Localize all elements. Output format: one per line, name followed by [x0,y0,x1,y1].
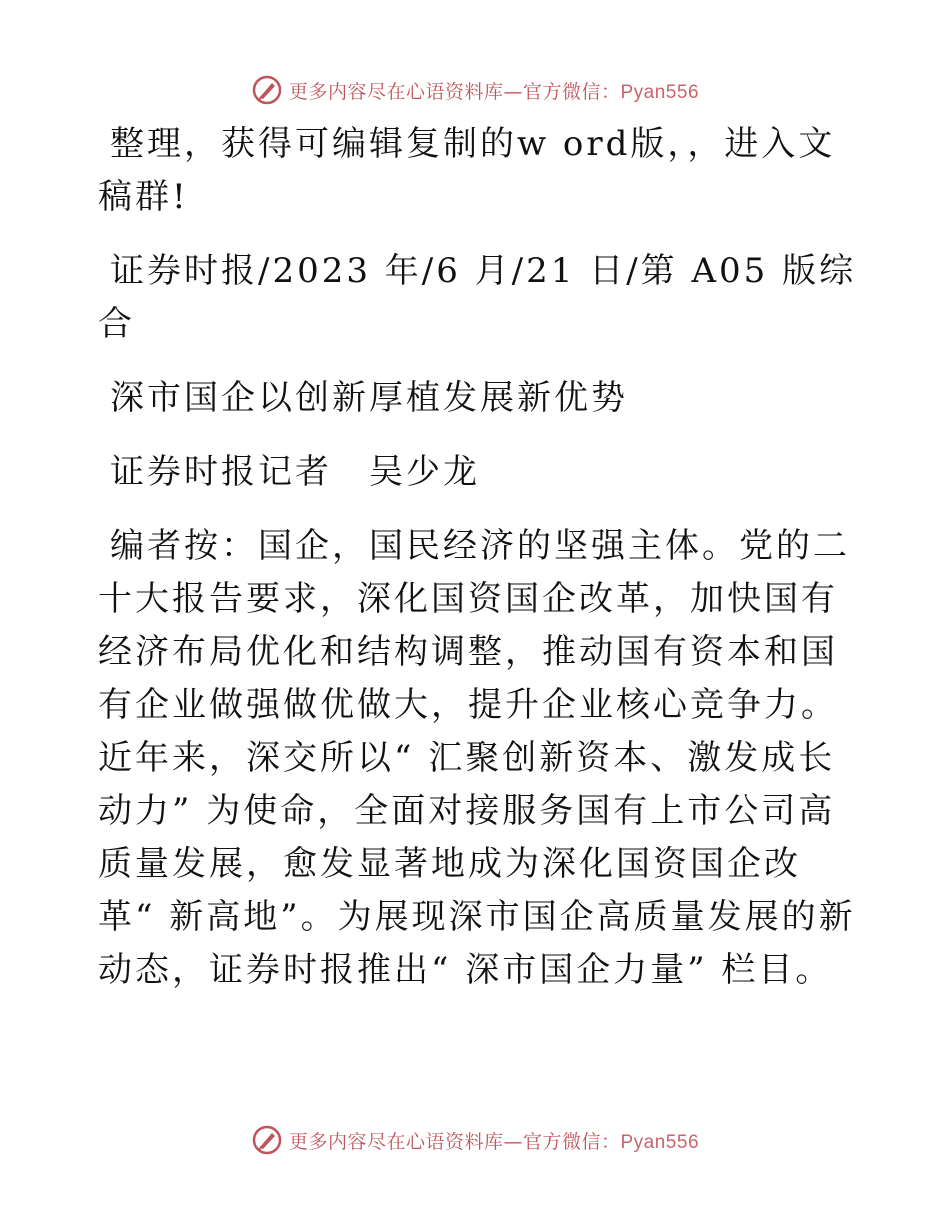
editor-note-paragraph: 编者按：国企，国民经济的坚强主体。党的二十大报告要求，深化国资国企改革，加快国有经济布局优化和结构调整，推动国有资本和国有企业做强做优做大，提升企业核心竞争力。近年来，深交所以“ 汇聚创新资本、激发成长动力” 为使命，全面对接服务国有上市公司高质量发展，愈发显著地成为深化国资国企改革“ 新高地”。为展现深市国企高质量发展的新动态，证券时报推出“ 深市国企力量” 栏目。 [98,526,856,990]
byline: 证券时报记者 吴少龙 [110,452,480,492]
watermark-wechat-label: 官方微信： [522,80,621,103]
watermark-wechat-label: 官方微信： [522,1130,621,1153]
quill-logo-icon [251,74,283,106]
source-line: 证券时报/2023 年/6 月/21 日/第 A05 版综合 [98,251,857,344]
watermark-main: 更多内容尽在心语资料库 [288,1130,504,1153]
watermark-banner-bottom [0,1120,950,1160]
headline: 深市国企以创新厚植发展新优势 [110,378,628,418]
watermark-dash: — [503,1130,523,1153]
watermark-banner-top [0,70,950,110]
watermark-text [289,1127,699,1154]
intro-paragraph: 整理，获得可编辑复制的w ord版，，进入文稿群! [98,124,836,217]
document-body [98,118,858,1018]
quill-logo-icon [251,1124,283,1156]
watermark-wechat-id: Pyan556 [620,1131,700,1153]
watermark-dash: — [503,80,523,103]
watermark-wechat-id: Pyan556 [620,81,700,103]
watermark-main: 更多内容尽在心语资料库 [288,80,504,103]
watermark-text [289,77,699,104]
